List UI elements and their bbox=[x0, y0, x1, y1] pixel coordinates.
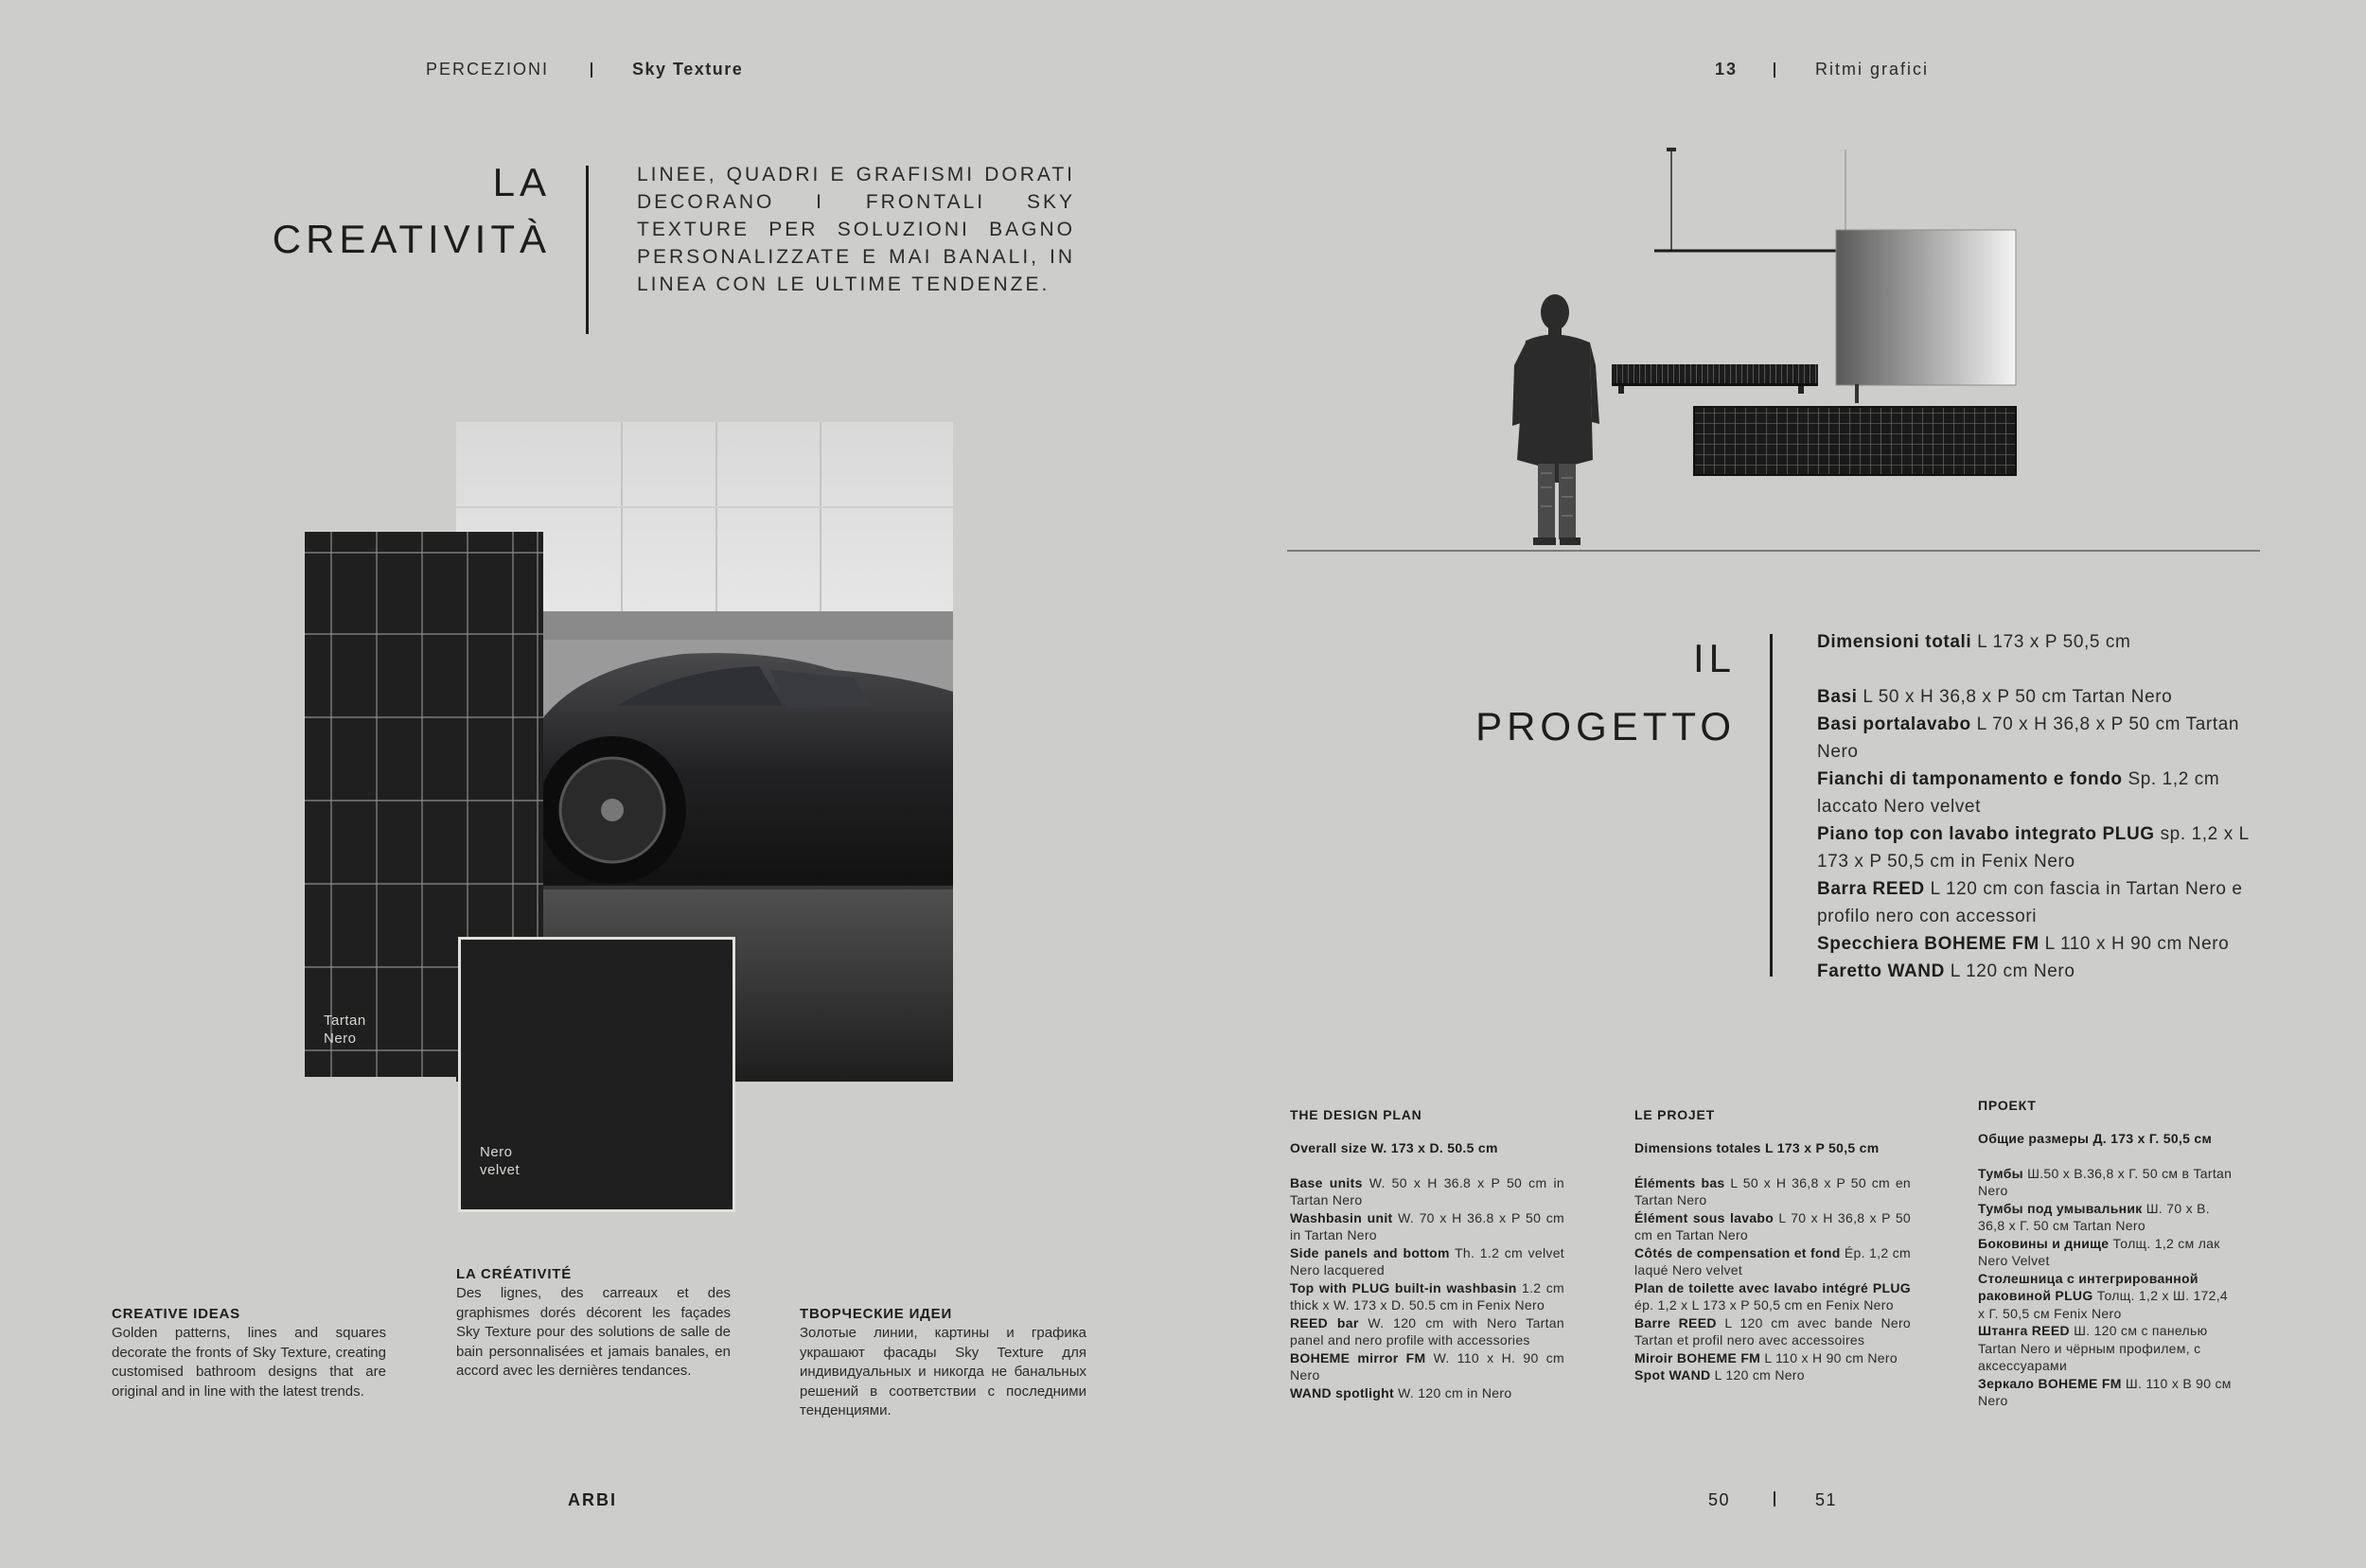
title-line-2: CREATIVITÀ bbox=[272, 217, 551, 261]
header-section: PERCEZIONI bbox=[426, 60, 550, 79]
spec-item: Basi portalavabo L 70 x H 36,8 x P 50 cm Tartan Nero bbox=[1817, 714, 2240, 762]
title-line-progetto: PROGETTO bbox=[1475, 704, 1736, 749]
header-subsection-right: Ritmi grafici bbox=[1815, 60, 1930, 79]
spec-item: Fianchi di tamponamento e fondo Sp. 1,2 cm laccato Nero velvet bbox=[1817, 769, 2220, 817]
page-number-right: 51 bbox=[1815, 1490, 1838, 1509]
design-plan-illustration bbox=[1287, 142, 2271, 596]
page-title-right bbox=[1401, 625, 1736, 761]
swatch-tartan-label: Tartan Nero bbox=[324, 1013, 366, 1047]
specs-list bbox=[1817, 628, 2269, 985]
footer-divider bbox=[1774, 1491, 1775, 1506]
header-divider-right bbox=[1774, 62, 1775, 78]
page-title-left bbox=[237, 154, 551, 268]
text-block-fr: LA CRÉATIVITÉ Des lignes, des carreaux et des graphismes dorés décorent les façades Sky Texture pour des solutions de salle de bain personnalisées et jamais banales, en accord avec les dernières tendances. bbox=[456, 1266, 731, 1379]
spec-item: Specchiera BOHEME FM L 110 x H 90 cm Nero bbox=[1817, 934, 2230, 954]
page-number-left: 50 bbox=[1708, 1490, 1731, 1509]
spec-item: Basi L 50 x H 36,8 x P 50 cm Tartan Nero bbox=[1817, 687, 2173, 707]
footer-brand: ARBI bbox=[568, 1490, 617, 1509]
header-divider bbox=[591, 62, 592, 78]
title-divider bbox=[586, 166, 589, 334]
spec-item: Barra REED L 120 cm con fascia in Tartan Nero e profilo nero con accessori bbox=[1817, 879, 2243, 926]
title-line-il: IL bbox=[1692, 636, 1736, 680]
header-subsection: Sky Texture bbox=[632, 60, 744, 79]
design-plan-en: THE DESIGN PLAN Overall size W. 173 x D. 50.5 cm Base units W. 50 x H 36.8 x P 50 cm in Tartan Nero Washbasin unit W. 70 x H 36.8 x P 50 cm in Tartan Nero Side panels and bottom Th. 1.2 cm velvet Nero lacquered Top with PLUG built-in washbasin 1.2 cm thick x W. 173 x D. 50.5 cm in Fenix Nero REED bar W. 120 cm with Nero Tartan panel and nero profile with accessories BOHEME mirror FM W. 110 x H. 90 cm Nero WAND spotlight W. 120 cm in Nero bbox=[1290, 1107, 1564, 1401]
text-block-ru: ТВОРЧЕСКИЕ ИДЕИ Золотые линии, картины и графика украшают фасады Sky Texture для индивидуальных и никогда не банальных решений в соответствии с последними тенденциями. bbox=[800, 1306, 1086, 1418]
swatch-nero-velvet bbox=[458, 937, 735, 1212]
design-plan-fr: LE PROJET Dimensions totales L 173 x P 50,5 cm Éléments bas L 50 x H 36,8 x P 50 cm en Tartan Nero Élément sous lavabo L 70 x H 36,8 x P 50 cm en Tartan Nero Côtés de compensation et fond Ép. 1,2 cm laqué Nero velvet Plan de toilette avec lavabo intégré PLUG ép. 1,2 x L 173 x P 50,5 cm en Fenix Nero Barre REED L 120 cm avec bande Nero Tartan et profil nero avec accessoires Miroir BOHEME FM L 110 x H 90 cm Nero Spot WAND L 120 cm Nero bbox=[1634, 1107, 1911, 1383]
header-page-number: 13 bbox=[1715, 60, 1739, 79]
swatch-velvet-label: Nero velvet bbox=[480, 1144, 521, 1178]
spec-total: Dimensioni totali L 173 x P 50,5 cm bbox=[1817, 632, 2131, 652]
spec-item: Piano top con lavabo integrato PLUG sp. 1,2 x L 173 x P 50,5 cm in Fenix Nero bbox=[1817, 824, 2250, 872]
title-line-1: LA bbox=[492, 160, 551, 204]
specs-divider bbox=[1770, 634, 1773, 977]
spec-item: Faretto WAND L 120 cm Nero bbox=[1817, 961, 2075, 981]
design-plan-ru: ПРОЕКТ Общие размеры Д. 173 х Г. 50,5 см Тумбы Ш.50 х В.36,8 х Г. 50 см в Tartan Nero Тумбы под умывальник Ш. 70 х В. 36,8 х Г. 50 см Tartan Nero Боковины и днище Толщ. 1,2 см лак Nero Velvet Столешница с интегрированной раковиной PLUG Толщ. 1,2 х Ш. 172,4 х Г. 50,5 см Fenix Nero Штанга REED Ш. 120 см с панелью Tartan Nero и чёрным профилем, с аксессуарами Зеркало BOHEME FM Ш. 110 х В 90 см Nero bbox=[1978, 1098, 2233, 1408]
intro-text: LINEE, QUADRI E GRAFISMI DORATI DECORANO I FRONTALI SKY TEXTURE PER SOLUZIONI BAGNO PERSONALIZZATE E MAI BANALI, IN LINEA CON LE ULTIME TENDENZE. bbox=[637, 164, 1075, 295]
text-block-en: CREATIVE IDEAS Golden patterns, lines and squares decorate the fronts of Sky Texture, creating customised bathroom designs that are original and in line with the latest trends. bbox=[112, 1306, 386, 1400]
